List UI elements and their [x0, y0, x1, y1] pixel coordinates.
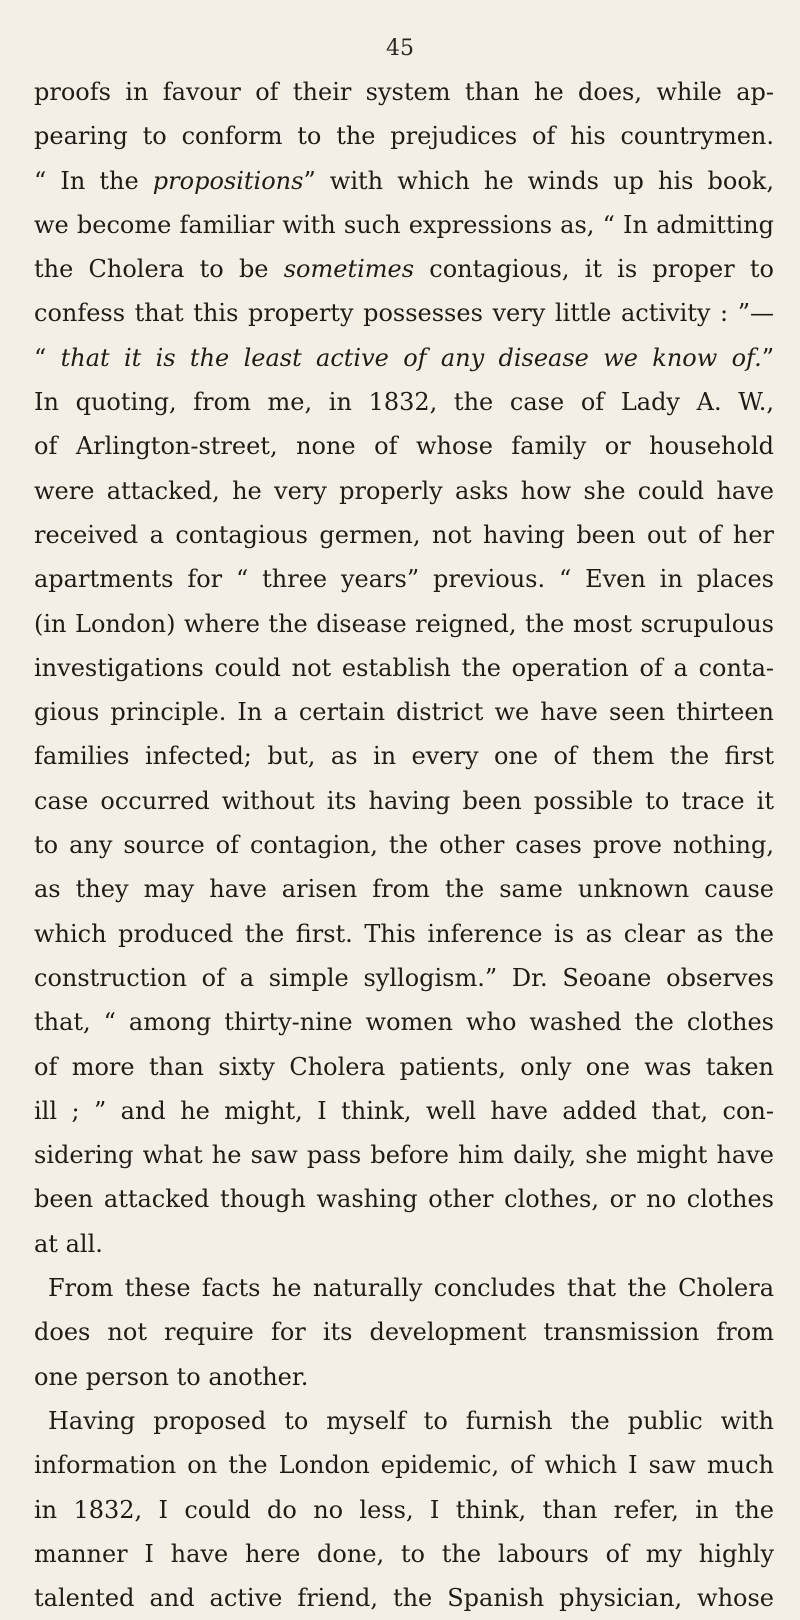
text-segment: one person to another.	[34, 1362, 309, 1391]
text-line	[34, 912, 774, 956]
text-segment: case occurred without its having been possible to trace it	[34, 786, 774, 815]
text-segment: sidering what he saw pass before him daily, she might have	[34, 1141, 774, 1170]
text-line	[34, 336, 774, 380]
text-line	[34, 70, 774, 114]
text-line	[34, 1133, 774, 1177]
text-segment: apartments for “ three years” previous. “ Even in places	[34, 565, 774, 594]
text-segment: at all.	[34, 1229, 103, 1258]
text-line	[34, 1443, 774, 1487]
text-segment: From these facts he naturally concludes that the Cholera	[48, 1274, 774, 1303]
text-segment: Having proposed to myself to furnish the public with	[48, 1406, 774, 1435]
text-line	[34, 247, 774, 291]
text-segment: does not require for its development transmission from	[34, 1318, 774, 1347]
text-line	[34, 602, 774, 646]
text-segment: “ In the	[34, 166, 153, 195]
text-segment: gious principle. In a certain district we have seen thirteen	[34, 698, 774, 727]
text-line	[34, 1488, 774, 1532]
text-line	[34, 1177, 774, 1221]
text-line	[34, 1399, 774, 1443]
text-line	[34, 557, 774, 601]
text-segment: “	[34, 343, 61, 372]
text-line	[34, 1532, 774, 1576]
text-segment: the Cholera to be	[34, 255, 284, 284]
text-segment: investigations could not establish the operation of a conta-	[34, 653, 774, 682]
text-segment: were attacked, he very properly asks how she could have	[34, 476, 774, 505]
text-line	[34, 1310, 774, 1354]
text-line	[34, 380, 774, 424]
text-line	[34, 1576, 774, 1620]
text-line	[34, 1355, 774, 1399]
text-line	[34, 956, 774, 1000]
text-segment: manner I have here done, to the labours of my highly	[34, 1539, 774, 1568]
text-segment: ”	[761, 343, 774, 372]
text-segment: talented and active friend, the Spanish physician, whose	[34, 1584, 774, 1613]
text-segment: In quoting, from me, in 1832, the case of Lady A. W.,	[34, 388, 774, 417]
text-segment: we become familiar with such expressions as, “ In admitting	[34, 210, 774, 239]
text-segment: been attacked though washing other clothes, or no clothes	[34, 1185, 774, 1214]
text-segment: construction of a simple syllogism.” Dr. Seoane observes	[34, 963, 774, 992]
body-text	[34, 70, 774, 1620]
italic-text: propositions	[152, 166, 304, 195]
text-line	[34, 424, 774, 468]
text-line	[34, 867, 774, 911]
text-segment: information on the London epidemic, of which I saw much	[34, 1451, 774, 1480]
text-line	[34, 469, 774, 513]
text-segment: that, “ among thirty-nine women who washed the clothes	[34, 1008, 774, 1037]
text-line	[34, 114, 774, 158]
text-line	[34, 646, 774, 690]
italic-text: that it is the least active of any disease we know of.	[60, 343, 762, 372]
text-line	[34, 203, 774, 247]
text-line	[34, 513, 774, 557]
text-line	[34, 779, 774, 823]
text-line	[34, 1045, 774, 1089]
text-line	[34, 690, 774, 734]
text-segment: (in London) where the disease reigned, the most scrupulous	[34, 609, 774, 638]
text-segment: in 1832, I could do no less, I think, than refer, in the	[34, 1495, 774, 1524]
text-line	[34, 823, 774, 867]
text-line	[34, 1266, 774, 1310]
text-segment: proofs in favour of their system than he does, while ap-	[34, 78, 774, 106]
text-line	[34, 159, 774, 203]
text-line	[34, 1222, 774, 1266]
text-line	[34, 734, 774, 778]
text-segment: of Arlington-street, none of whose family or household	[34, 432, 774, 461]
text-segment: ” with which he winds up his book,	[303, 166, 774, 195]
text-segment: families infected; but, as in every one of them the first	[34, 742, 774, 771]
text-segment: as they may have arisen from the same unknown cause	[34, 875, 774, 904]
text-segment: ill ; ” and he might, I think, well have added that, con-	[34, 1096, 774, 1125]
italic-text: sometimes	[283, 255, 415, 284]
text-segment: pearing to conform to the prejudices of his countrymen.	[34, 122, 774, 151]
text-segment: received a contagious germen, not having been out of her	[34, 520, 774, 549]
text-segment: contagious, it is proper to	[414, 255, 774, 284]
text-line	[34, 1000, 774, 1044]
page-number: 45	[386, 36, 414, 61]
text-segment: to any source of contagion, the other cases prove nothing,	[34, 831, 774, 860]
text-segment: of more than sixty Cholera patients, only one was taken	[34, 1052, 774, 1081]
text-line	[34, 1089, 774, 1133]
text-segment: confess that this property possesses very little activity : ”—	[34, 299, 774, 328]
text-line	[34, 291, 774, 335]
text-segment: which produced the first. This inference is as clear as the	[34, 919, 774, 948]
